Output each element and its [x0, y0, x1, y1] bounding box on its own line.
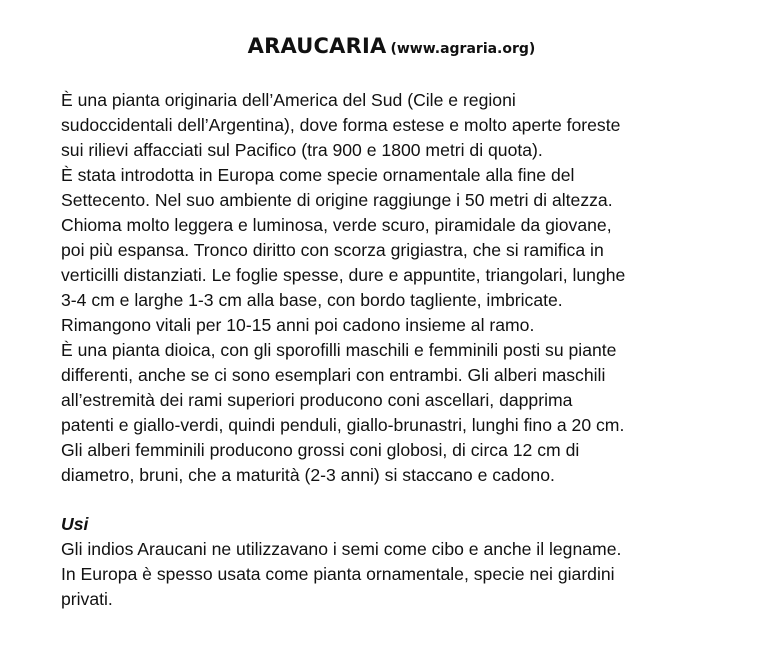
page-title: [0, 32, 783, 63]
document-body: [61, 88, 776, 612]
description-line: È una pianta originaria dell’America del Sud (Cile e regioni: [61, 90, 516, 110]
paragraph-spacer: [61, 488, 776, 512]
title-main: ARAUCARIA: [247, 34, 387, 58]
description-line: differenti, anche se ci sono esemplari con entrambi. Gli alberi maschili: [61, 365, 606, 385]
description-line: Settecento. Nel suo ambiente di origine raggiunge i 50 metri di altezza.: [61, 190, 613, 210]
description-line: È stata introdotta in Europa come specie ornamentale alla fine del: [61, 165, 575, 185]
description-line: patenti e giallo-verdi, quindi penduli, giallo-brunastri, lunghi fino a 20 cm.: [61, 415, 625, 435]
description-line: sudoccidentali dell’Argentina), dove forma estese e molto aperte foreste: [61, 115, 621, 135]
uses-line: In Europa è spesso usata come pianta ornamentale, specie nei giardini: [61, 564, 615, 584]
description-line: diametro, bruni, che a maturità (2-3 anni) si staccano e cadono.: [61, 465, 555, 485]
description-line: verticilli distanziati. Le foglie spesse, dure e appuntite, triangolari, lunghe: [61, 265, 626, 285]
title-source: (www.agraria.org): [390, 41, 536, 57]
description-line: Rimangono vitali per 10-15 anni poi cadono insieme al ramo.: [61, 315, 535, 335]
description-line: È una pianta dioica, con gli sporofilli maschili e femminili posti su piante: [61, 340, 617, 360]
description-line: Chioma molto leggera e luminosa, verde scuro, piramidale da giovane,: [61, 215, 612, 235]
uses-section: [61, 512, 776, 612]
description-line: all’estremità dei rami superiori producono coni ascellari, dapprima: [61, 390, 573, 410]
uses-line: Gli indios Araucani ne utilizzavano i semi come cibo e anche il legname.: [61, 539, 622, 559]
description-line: Gli alberi femminili producono grossi coni globosi, di circa 12 cm di: [61, 440, 580, 460]
description-line: sui rilievi affacciati sul Pacifico (tra 900 e 1800 metri di quota).: [61, 140, 543, 160]
uses-line: privati.: [61, 589, 113, 609]
description-line: 3-4 cm e larghe 1-3 cm alla base, con bordo tagliente, imbricate.: [61, 290, 563, 310]
uses-heading: Usi: [61, 514, 89, 534]
description-line: poi più espansa. Tronco diritto con scorza grigiastra, che si ramifica in: [61, 240, 604, 260]
description-paragraph: [61, 88, 776, 488]
